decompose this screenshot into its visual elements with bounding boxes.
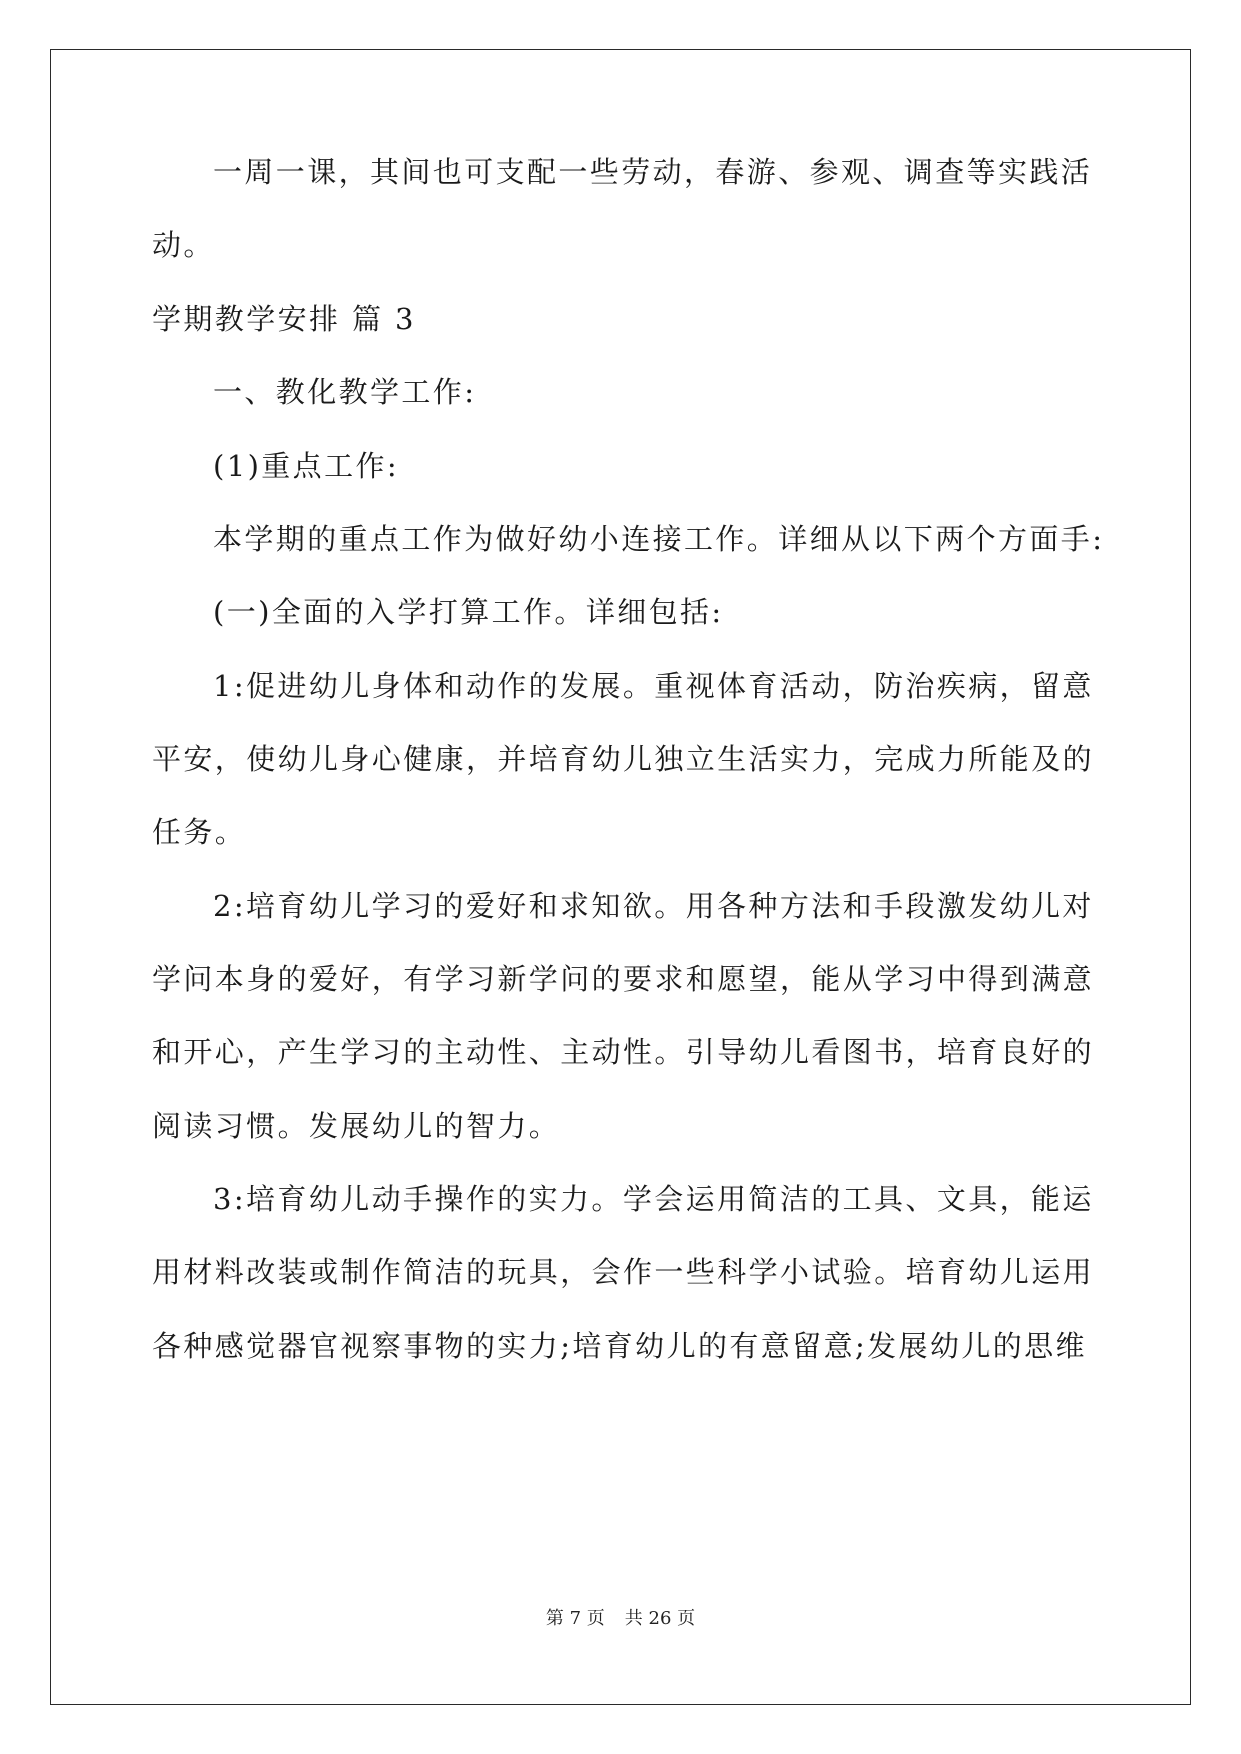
- page-border: [50, 49, 1191, 1705]
- body-line: 任务。: [152, 815, 247, 849]
- body-line: 用材料改装或制作简洁的玩具，会作一些科学小试验。培育幼儿运用: [152, 1255, 1095, 1289]
- body-line: 学问本身的爱好，有学习新学问的要求和愿望，能从学习中得到满意: [152, 962, 1095, 996]
- body-line: 动。: [152, 228, 215, 262]
- body-line: 本学期的重点工作为做好幼小连接工作。详细从以下两个方面手:: [213, 522, 1105, 556]
- body-line: 1:促进幼儿身体和动作的发展。重视体育活动，防治疾病，留意: [213, 669, 1094, 703]
- page-number-total: 共 26 页: [624, 1608, 696, 1629]
- body-line: 阅读习惯。发展幼儿的智力。: [152, 1109, 561, 1143]
- body-line: 2:培育幼儿学习的爱好和求知欲。用各种方法和手段激发幼儿对: [213, 889, 1094, 923]
- body-line: 各种感觉器官视察事物的实力;培育幼儿的有意留意;发展幼儿的思维: [152, 1329, 1087, 1363]
- section-heading: 学期教学安排 篇 3: [152, 302, 416, 336]
- body-line: 一、教化教学工作:: [213, 375, 477, 409]
- body-line: 一周一课，其间也可支配一些劳动，春游、参观、调查等实践活: [213, 155, 1093, 189]
- body-line: (1)重点工作:: [213, 449, 400, 483]
- body-line: 和开心，产生学习的主动性、主动性。引导幼儿看图书，培育良好的: [152, 1035, 1095, 1069]
- page-number-current: 第 7 页: [545, 1608, 605, 1629]
- page-footer: [0, 1607, 1241, 1631]
- body-line: 平安，使幼儿身心健康，并培育幼儿独立生活实力，完成力所能及的: [152, 742, 1095, 776]
- body-line: 3:培育幼儿动手操作的实力。学会运用简洁的工具、文具，能运: [213, 1182, 1094, 1216]
- body-line: (一)全面的入学打算工作。详细包括:: [213, 595, 724, 629]
